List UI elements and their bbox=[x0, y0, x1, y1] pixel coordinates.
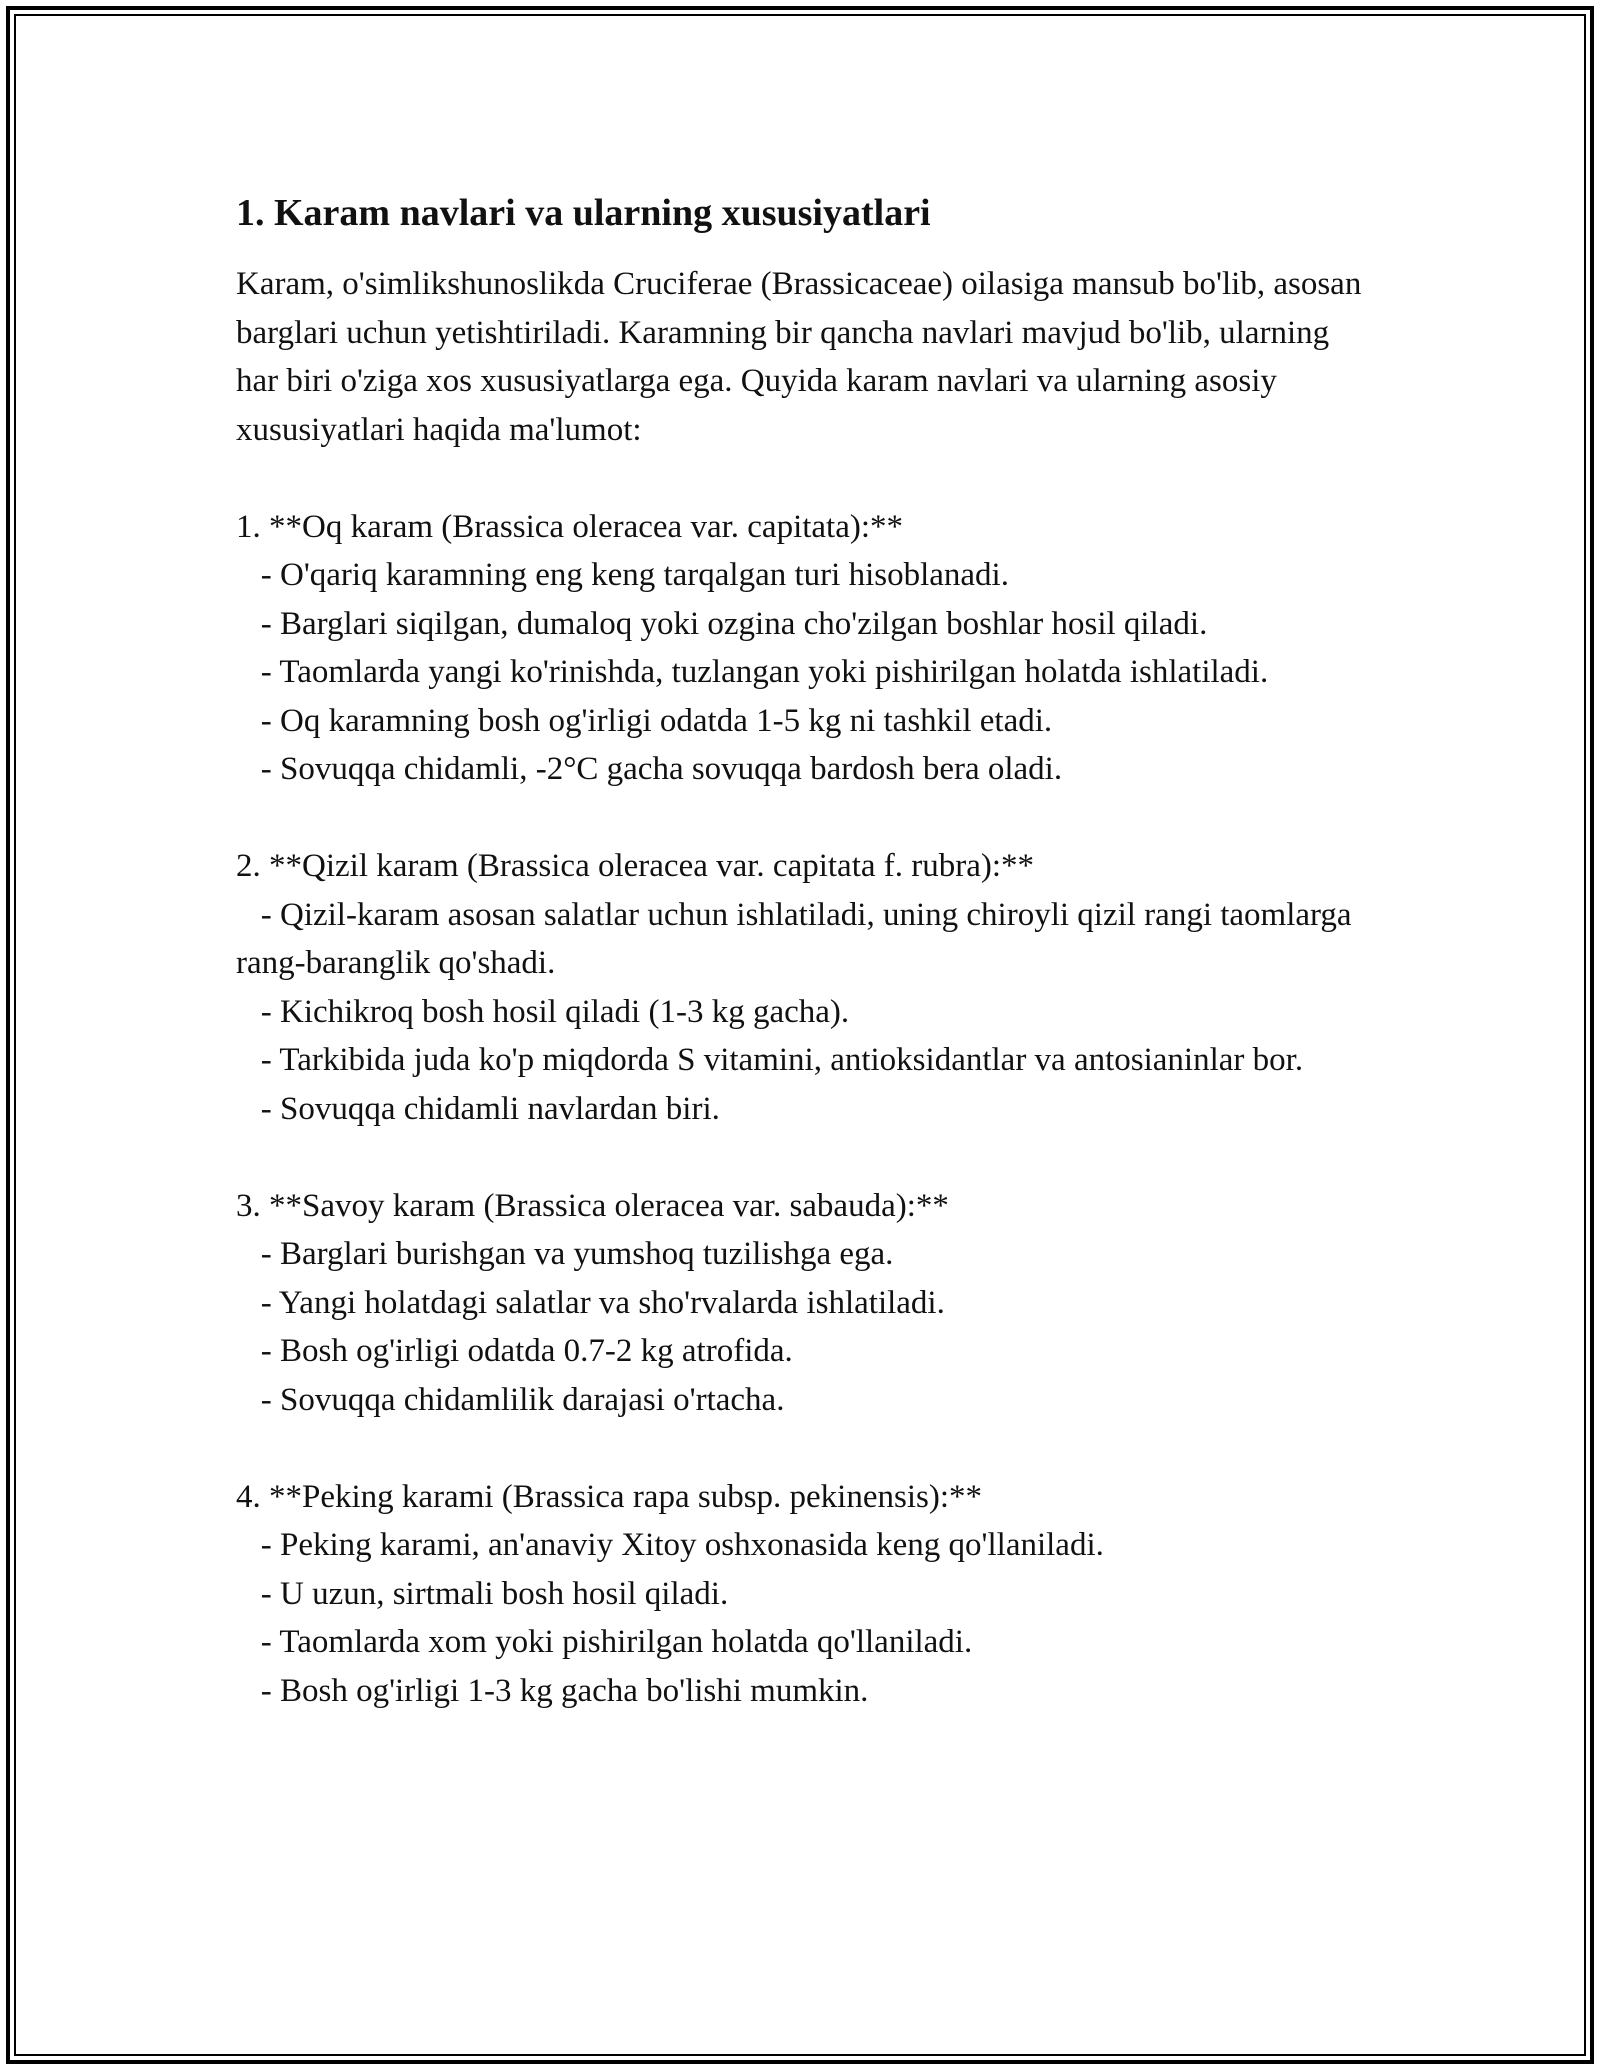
list-item: - Peking karami, an'anaviy Xitoy oshxonasida keng qo'llaniladi. bbox=[236, 1527, 1104, 1563]
document-title: 1. Karam navlari va ularning xususiyatlari bbox=[236, 192, 931, 234]
list-item: - Qizil-karam asosan salatlar uchun ishlatiladi, uning chiroyli qizil rangi taomlarga rang-baranglik qo'shadi. bbox=[236, 896, 1360, 981]
section-qizil-karam bbox=[236, 842, 1376, 1133]
section-savoy-karam bbox=[236, 1182, 1376, 1425]
section-heading: 1. **Oq karam (Brassica oleracea var. capitata):** bbox=[236, 508, 904, 545]
list-item: - U uzun, sirtmali bosh hosil qiladi. bbox=[236, 1575, 729, 1612]
section-peking-karami bbox=[236, 1473, 1376, 1716]
list-item: - Bosh og'irligi odatda 0.7-2 kg atrofida. bbox=[236, 1333, 793, 1369]
list-item: - Sovuqqa chidamlilik darajasi o'rtacha. bbox=[236, 1381, 785, 1418]
list-item: - Kichikroq bosh hosil qiladi (1-3 kg gacha). bbox=[236, 993, 850, 1030]
section-heading: 2. **Qizil karam (Brassica oleracea var. capitata f. rubra):** bbox=[236, 848, 1035, 884]
section-heading: 3. **Savoy karam (Brassica oleracea var. sabauda):** bbox=[236, 1187, 949, 1224]
section-oq-karam bbox=[236, 503, 1376, 794]
list-item: - O'qariq karamning eng keng tarqalgan turi hisoblanadi. bbox=[236, 557, 1009, 593]
list-item: - Sovuqqa chidamli, -2°C gacha sovuqqa bardosh bera oladi. bbox=[236, 751, 1063, 787]
list-item: - Sovuqqa chidamli navlardan biri. bbox=[236, 1090, 720, 1127]
list-item: - Barglari burishgan va yumshoq tuzilishga ega. bbox=[236, 1236, 894, 1272]
document-body bbox=[236, 186, 1376, 1715]
list-item: - Barglari siqilgan, dumaloq yoki ozgina cho'zilgan boshlar hosil qiladi. bbox=[236, 605, 1208, 642]
section-heading: 4. **Peking karami (Brassica rapa subsp. pekinensis):** bbox=[236, 1478, 983, 1515]
list-item: - Taomlarda xom yoki pishirilgan holatda qo'llaniladi. bbox=[236, 1624, 973, 1660]
list-item: - Bosh og'irligi 1-3 kg gacha bo'lishi mumkin. bbox=[236, 1672, 869, 1709]
list-item: - Yangi holatdagi salatlar va sho'rvalarda ishlatiladi. bbox=[236, 1284, 945, 1321]
list-item: - Oq karamning bosh og'irligi odatda 1-5 kg ni tashkil etadi. bbox=[236, 702, 1053, 739]
intro-paragraph: Karam, o'simlikshunoslikda Cruciferae (Brassicaceae) oilasiga mansub bo'lib, asosan barglari uchun yetishtiriladi. Karamning bir qancha navlari mavjud bo'lib, ularning har biri o'ziga xos xususiyatlarga ega. Quyida karam navlari va ularning asosiy xususiyatlari haqida ma'lumot: bbox=[236, 266, 1362, 448]
list-item: - Taomlarda yangi ko'rinishda, tuzlangan yoki pishirilgan holatda ishlatiladi. bbox=[236, 654, 1269, 690]
list-item: - Tarkibida juda ko'p miqdorda S vitamini, antioksidantlar va antosianinlar bor. bbox=[236, 1042, 1304, 1078]
